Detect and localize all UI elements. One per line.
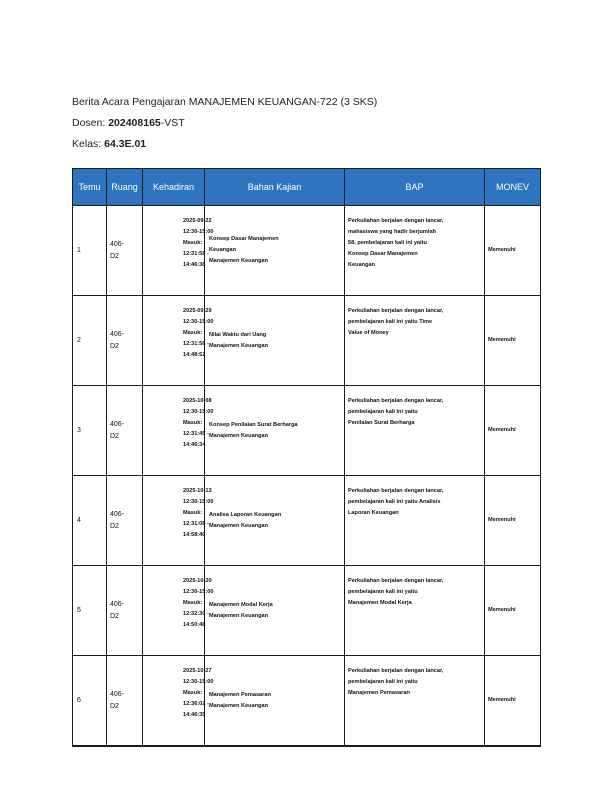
report-cell: Perkuliahan berjalan dengan lancar, pembelajaran kali ini yaitu Manajemen Pemasaran	[345, 656, 485, 747]
report-cell: Perkuliahan berjalan dengan lancar, pembelajaran kali ini yaitu Analisis Laporan Keuangan	[345, 476, 485, 566]
meeting-number: 4	[73, 476, 107, 566]
meeting-number: 1	[73, 206, 107, 296]
study-material-cell: Manajemen Modal Kerja Manajemen Keuangan	[205, 566, 345, 656]
column-header: Ruang	[107, 169, 143, 206]
lecturer-line: Dosen: 202408165-VST	[72, 117, 185, 129]
table-row	[73, 656, 541, 747]
table-body	[73, 206, 541, 747]
table-row	[73, 476, 541, 566]
attendance-cell: 2025-09-22 12:30-15:00 Masuk: 12:31:58 - 14:46:38	[143, 206, 205, 296]
monev-status: Memenuhi	[485, 566, 541, 656]
report-cell: Perkuliahan berjalan dengan lancar, mahasiswa yang hadir berjumlah 58, pembelajaran kali ini yaitu Konsep Dasar Manajemen Keuangan	[345, 206, 485, 296]
monev-status: Memenuhi	[485, 296, 541, 386]
monev-status: Memenuhi	[485, 476, 541, 566]
table-row	[73, 566, 541, 656]
report-cell: Perkuliahan berjalan dengan lancar, pembelajaran kali ini yaitu Time Value of Money	[345, 296, 485, 386]
room-cell: 406- D2	[107, 296, 143, 386]
document-header	[72, 92, 377, 155]
room-cell: 406- D2	[107, 386, 143, 476]
room-cell: 406- D2	[107, 206, 143, 296]
attendance-cell: 2025-09-29 12:30-15:00 Masuk: 12:31:58 - 14:48:52	[143, 296, 205, 386]
column-header: Kehadiran	[143, 169, 205, 206]
column-header: BAP	[345, 169, 485, 206]
column-header: MONEV	[485, 169, 541, 206]
column-header: Bahan Kajian	[205, 169, 345, 206]
attendance-cell: 2025-10-27 12:30-15:00 Masuk: 12:36:02 - 14:46:35	[143, 656, 205, 747]
study-material-cell: Nilai Waktu dari Uang Manajemen Keuangan	[205, 296, 345, 386]
study-material-cell: Konsep Dasar Manajemen Keuangan Manajemen Keuangan	[205, 206, 345, 296]
document-title: Berita Acara Pengajaran MANAJEMEN KEUANGAN-722 (3 SKS)	[72, 96, 378, 108]
monev-status: Memenuhi	[485, 656, 541, 747]
table-row	[73, 206, 541, 296]
room-cell: 406- D2	[107, 656, 143, 747]
study-material-cell: Konsep Penilaian Surat Berharga Manajemen Keuangan	[205, 386, 345, 476]
report-cell: Perkuliahan berjalan dengan lancar, pembelajaran kali ini yaitu Manajemen Modal Kerja	[345, 566, 485, 656]
study-material-cell: Analisa Laporan Keuangan Manajemen Keuangan	[205, 476, 345, 566]
meeting-number: 3	[73, 386, 107, 476]
table-row	[73, 386, 541, 476]
class-line: Kelas: 64.3E.01	[72, 138, 147, 150]
attendance-cell: 2025-10-08 12:30-15:00 Masuk: 12:31:45 - 14:46:34	[143, 386, 205, 476]
meeting-number: 2	[73, 296, 107, 386]
attendance-cell: 2025-10-20 12:30-15:00 Masuk: 12:32:30 - 14:50:48	[143, 566, 205, 656]
teaching-record-table	[72, 168, 541, 747]
lecturer-id: 202408165	[108, 117, 161, 129]
class-code: 64.3E.01	[104, 138, 147, 150]
monev-status: Memenuhi	[485, 206, 541, 296]
table-row	[73, 296, 541, 386]
monev-status: Memenuhi	[485, 386, 541, 476]
study-material-cell: Manajemen Pemasaran Manajemen Keuangan	[205, 656, 345, 747]
attendance-cell: 2025-10-13 12:30-15:00 Masuk: 12:31:08 - 14:58:40	[143, 476, 205, 566]
meeting-number: 6	[73, 656, 107, 747]
report-cell: Perkuliahan berjalan dengan lancar, pembelajaran kali ini yaitu Penilaian Surat Berharga	[345, 386, 485, 476]
table-header-row	[73, 169, 541, 206]
room-cell: 406- D2	[107, 476, 143, 566]
column-header: Temu	[73, 169, 107, 206]
room-cell: 406- D2	[107, 566, 143, 656]
meeting-number: 5	[73, 566, 107, 656]
